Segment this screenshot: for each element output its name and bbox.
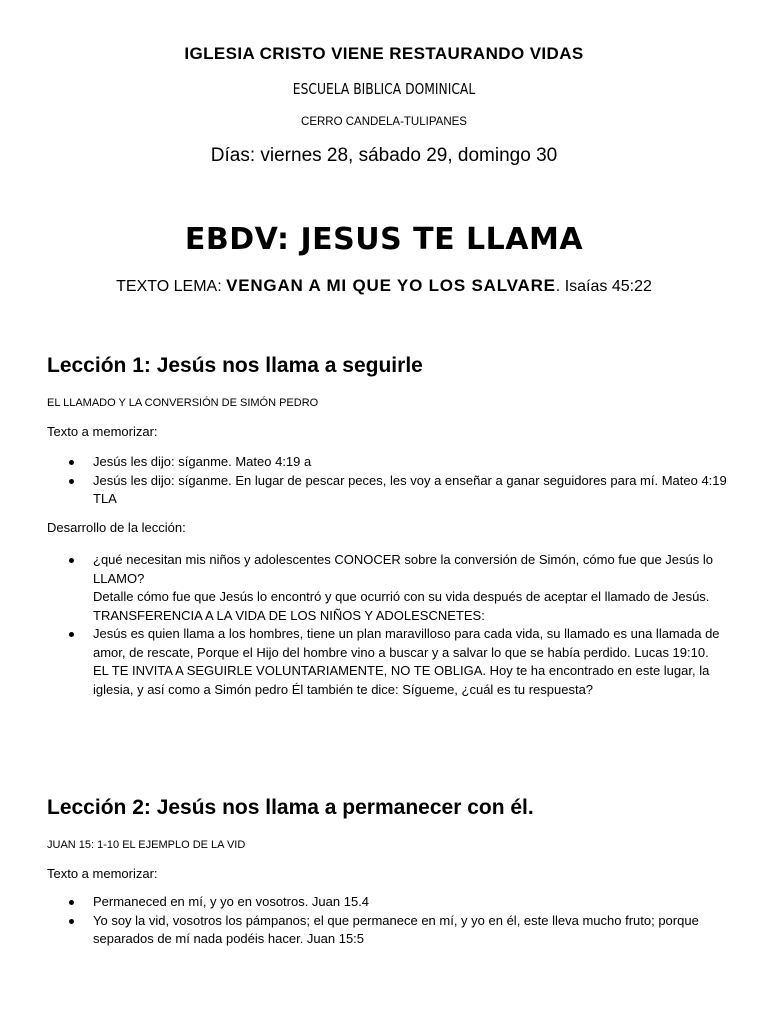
event-days: Días: viernes 28, sábado 29, domingo 30 (210, 145, 558, 166)
lesson-1-development-list (47, 551, 727, 699)
bullet-icon (69, 479, 74, 484)
list-item: Yo soy la vid, vosotros los pámpanos; el que permanece en mí, y yo en él, este lleva mucho fruto; porque separados de mí nada podéis hacer. Juan 15:5 (47, 912, 727, 949)
lesson-1-subtitle: EL LLAMADO Y LA CONVERSIÓN DE SIMÓN PEDRO (47, 397, 319, 409)
bullet-icon (69, 900, 74, 905)
lesson-1-development-label: Desarrollo de la lección: (47, 520, 186, 535)
location: CERRO CANDELA-TULIPANES (301, 116, 467, 128)
list-item: Permaneced en mí, y yo en vosotros. Juan 15.4 (47, 893, 727, 912)
list-item: Jesús les dijo: síganme. En lugar de pescar peces, les voy a enseñar a ganar seguidores para mí. Mateo 4:19 TLA (47, 472, 727, 509)
lesson-2-title: Lección 2: Jesús nos llama a permanecer con él. (47, 796, 534, 819)
church-name: IGLESIA CRISTO VIENE RESTAURANDO VIDAS (184, 44, 584, 63)
lema-label: TEXTO LEMA: (116, 278, 227, 295)
lesson-1-memorize-label: Texto a memorizar: (47, 424, 158, 439)
list-item: Jesús es quien llama a los hombres, tiene un plan maravilloso para cada vida, su llamado es una llamada de amor, de rescate, Porque el Hijo del hombre vino a buscar y a salvar lo que se había perdido. Lucas 19:10. EL TE INVITA A SEGUIRLE VOLUNTARIAMENTE, NO TE OBLIGA. Hoy te ha encontrado en este lugar, la iglesia, y así como a Simón pedro Él también te dice: Sígueme, ¿cuál es tu respuesta? (47, 625, 727, 699)
list-item: Jesús les dijo: síganme. Mateo 4:19 a (47, 453, 727, 472)
lema-text: VENGAN A MI QUE YO LOS SALVARE (226, 276, 556, 295)
lema-reference: . Isaías 45:22 (555, 278, 652, 295)
school-name: ESCUELA BIBLICA DOMINICAL (292, 80, 476, 98)
bullet-icon (69, 558, 74, 563)
list-item: ¿qué necesitan mis niños y adolescentes CONOCER sobre la conversión de Simón, cómo fue que Jesús lo LLAMO? Detalle cómo fue que Jesús lo encontró y que ocurrió con su vida después de aceptar el llamado de Jesús. TRANSFERENCIA A LA VIDA DE LOS NIÑOS Y ADOLESCNETES: (47, 551, 727, 625)
lesson-1-title: Lección 1: Jesús nos llama a seguirle (47, 354, 423, 377)
lema-line (0, 276, 768, 296)
bullet-icon (69, 919, 74, 924)
lesson-1-memorize-list (47, 453, 727, 509)
lesson-2-memorize-list (47, 893, 727, 949)
document-title: EBDV: JESUS TE LLAMA (184, 222, 584, 257)
lesson-2-subtitle: JUAN 15: 1-10 EL EJEMPLO DE LA VID (47, 839, 246, 851)
bullet-icon (69, 632, 74, 637)
lesson-2-memorize-label: Texto a memorizar: (47, 866, 158, 881)
bullet-icon (69, 460, 74, 465)
